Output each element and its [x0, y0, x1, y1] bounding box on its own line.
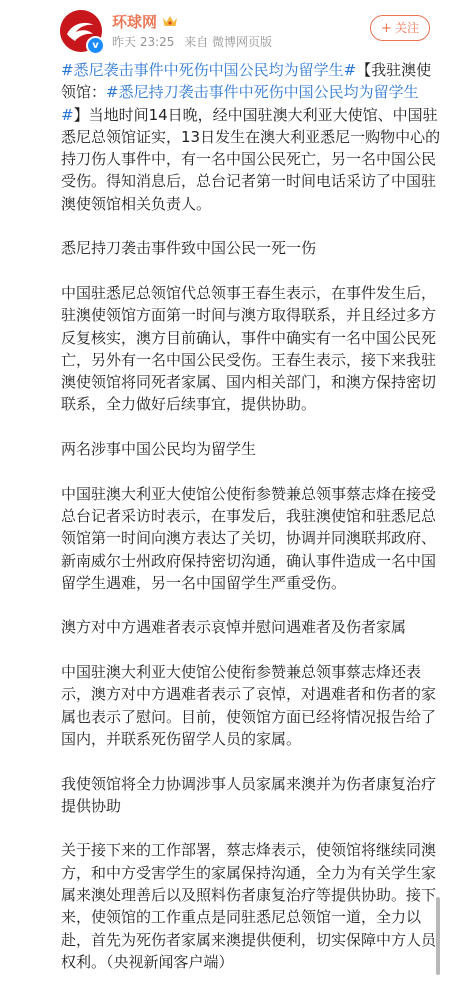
- lead-bracket-close: 】: [73, 105, 89, 124]
- section-heading: 两名涉事中国公民均为留学生: [61, 440, 257, 459]
- lead-paragraph: [61, 59, 443, 215]
- follow-button[interactable]: [370, 15, 430, 41]
- verified-badge-icon: v: [86, 36, 105, 55]
- lead-bracket-open: 【: [356, 61, 372, 79]
- topic-link[interactable]: #悉尼袭击事件中死伤中国公民均为留学生#: [61, 61, 357, 79]
- post-meta: [112, 33, 278, 50]
- post-header: [0, 0, 470, 60]
- scrollbar-thumb[interactable]: [436, 897, 440, 975]
- lead-title: 我驻澳使领馆：: [61, 61, 432, 102]
- topic-link[interactable]: #悉尼持刀袭击事件中死伤中国公民均为留学生#: [61, 83, 419, 124]
- section-heading: 我使领馆将全力协调涉事人员家属来澳并为伤者康复治疗提供协助: [61, 774, 437, 815]
- paragraph: 中国驻悉尼总领馆代总领事王春生表示，在事件发生后，驻澳使领馆方面第一时间与澳方取得联系，并且经过多方反复核实，澳方目前确认，事件中确实有一名中国公民死亡，另外有一名中国公民受伤。王春生表示，接下来我驻澳使领馆将同死者家属、国内相关部门，和澳方保持密切联系，全力做好后续事宜，提供协助。: [61, 283, 437, 414]
- paragraph: 中国驻澳大利亚大使馆公使衔参赞兼总领事蔡志烽还表示，澳方对中方遇难者表示了哀悼，对遇难者和伤者的家属也表示了慰问。目前，使领馆方面已经将情况报告给了国内，并联系死伤留学人员的家属。: [61, 663, 437, 748]
- post-body: [61, 59, 443, 973]
- post-source: 来自 微博网页版: [184, 35, 273, 49]
- post-time[interactable]: 昨天 23:25: [112, 35, 175, 49]
- paragraph: 中国驻澳大利亚大使馆公使衔参赞兼总领事蔡志烽在接受总台记者采访时表示，在事发后，我驻澳使馆和驻悉尼总领馆第一时间向澳方表达了关切，协调并同澳联邦政府、新南威尔士州政府保持密切沟通，确认事件造成一名中国留学生遇难，另一名中国留学生严重受伤。: [61, 484, 437, 592]
- paragraph: 关于接下来的工作部署，蔡志烽表示，使领馆将继续同澳方，和中方受害学生的家属保持沟通，全力为有关学生家属来澳处理善后以及照料伤者康复治疗等提供协助。接下来，使领馆的工作重点是同驻悉尼总领馆一道，全力以赴，首先为死伤者家属来澳提供便利，切实保障中方人员权利。（央视新闻客户端）: [61, 841, 437, 971]
- section-heading: 悉尼持刀袭击事件致中国公民一死一伤: [61, 239, 317, 258]
- username[interactable]: 环球网: [112, 12, 158, 31]
- section-heading: 澳方对中方遇难者表示哀悼并慰问遇难者及伤者家属: [61, 618, 407, 637]
- lead-text: 当地时间14日晚，经中国驻澳大利亚大使馆、中国驻悉尼总领馆证实，13日发生在澳大利亚悉尼一购物中心的持刀伤人事件中，有一名中国公民死亡，另一名中国公民受伤。得知消息后，总台记者第一时间电话采访了中国驻澳使领馆相关负责人。: [61, 105, 441, 213]
- plus-icon: +: [381, 21, 392, 36]
- crown-badge-icon: [162, 14, 178, 28]
- follow-label: 关注: [394, 21, 419, 35]
